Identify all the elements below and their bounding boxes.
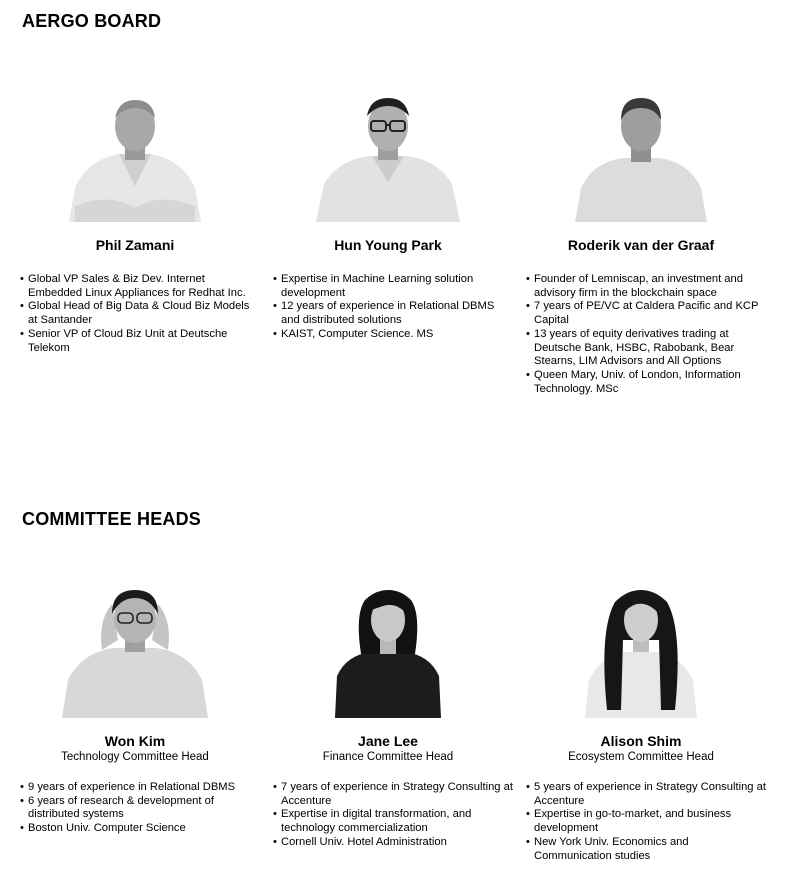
- person-photo: [585, 590, 697, 718]
- bullet-item: • Expertise in digital transformation, and technology commercialization: [273, 808, 513, 835]
- bullet-list: [526, 781, 766, 863]
- bullet-item: • 12 years of experience in Relational DBMS and distributed solutions: [273, 300, 513, 327]
- bullet-item: • Cornell Univ. Hotel Administration: [273, 836, 513, 850]
- bullet-item: • Boston Univ. Computer Science: [20, 822, 260, 836]
- bullet-item: • Queen Mary, Univ. of London, Information Technology. MSc: [526, 369, 766, 396]
- person-role: Ecosystem Committee Head: [568, 751, 714, 763]
- bullet-item: • 7 years of experience in Strategy Consulting at Accenture: [273, 781, 513, 808]
- committee-head-jane-lee: [263, 0, 513, 886]
- portrait-icon: [335, 590, 441, 718]
- person-name: Roderik van der Graaf: [567, 237, 715, 253]
- bullet-list: [273, 781, 513, 850]
- bullet-item: • 9 years of experience in Relational DBMS: [20, 781, 260, 795]
- bullet-item: • 5 years of experience in Strategy Consulting at Accenture: [526, 781, 766, 808]
- person-photo: [335, 590, 441, 718]
- bullet-item: • 13 years of equity derivatives trading at Deutsche Bank, HSBC, Rabobank, Bear Stearns, LIM Advisors and All Options: [526, 328, 766, 369]
- bullet-item: • Global VP Sales & Biz Dev. Internet Embedded Linux Appliances for Redhat Inc.: [20, 273, 260, 300]
- person-name: Jane Lee: [358, 733, 418, 749]
- bullet-item: • KAIST, Computer Science. MS: [273, 328, 513, 342]
- committee-head-won-kim: [10, 0, 260, 886]
- bullet-item: • Global Head of Big Data & Cloud Biz Models at Santander: [20, 300, 260, 327]
- portrait-icon: [62, 590, 208, 718]
- person-photo: [62, 590, 208, 718]
- person-role: Finance Committee Head: [322, 751, 454, 763]
- committee-head-alison-shim: [516, 0, 766, 886]
- portrait-icon: [585, 590, 697, 718]
- bullet-item: • Founder of Lemniscap, an investment and advisory firm in the blockchain space: [526, 273, 766, 300]
- bullet-item: • Expertise in Machine Learning solution development: [273, 273, 513, 300]
- person-name: Won Kim: [104, 733, 166, 749]
- bullet-item: • New York Univ. Economics and Communication studies: [526, 836, 766, 863]
- committee-section-title: COMMITTEE HEADS: [22, 509, 202, 529]
- person-name: Hun Young Park: [334, 237, 442, 253]
- bullet-item: • 7 years of PE/VC at Caldera Pacific and KCP Capital: [526, 300, 766, 327]
- person-name: Alison Shim: [600, 733, 682, 749]
- bullet-list: [20, 781, 260, 836]
- board-section-title: AERGO BOARD: [22, 11, 162, 31]
- bullet-item: • Expertise in go-to-market, and business development: [526, 808, 766, 835]
- bullet-item: • 6 years of research & development of distributed systems: [20, 795, 260, 822]
- person-name: Phil Zamani: [95, 237, 175, 253]
- bullet-item: • Senior VP of Cloud Biz Unit at Deutsche Telekom: [20, 328, 260, 355]
- person-role: Technology Committee Head: [61, 751, 209, 763]
